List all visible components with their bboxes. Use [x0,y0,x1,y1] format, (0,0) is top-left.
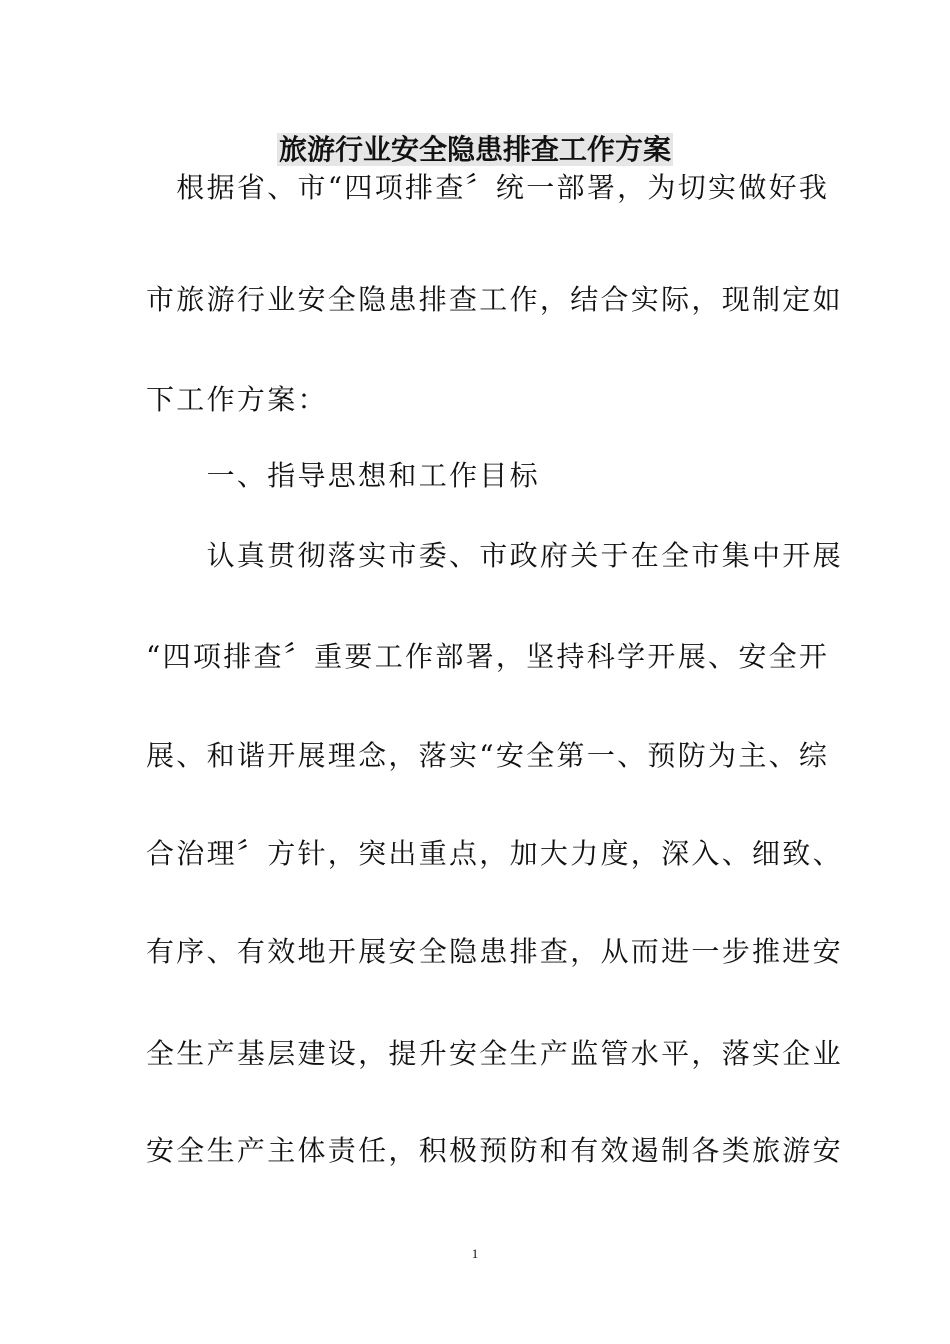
document-title [0,130,950,170]
section-heading: 一、指导思想和工作目标 [146,459,540,492]
document-title-text: 旅游行业安全隐患排查工作方案 [278,133,671,166]
paragraph-line: 合治理〞方针，突出重点，加大力度，深入、细致、 [146,837,843,870]
paragraph-line: 下工作方案： [146,383,328,416]
paragraph-line: “四项排查〞重要工作部署，坚持科学开展、安全开 [146,640,830,673]
paragraph-line: 全生产基层建设，提升安全生产监管水平，落实企业 [146,1037,843,1070]
paragraph-line: 认真贯彻落实市委、市政府关于在全市集中开展 [146,539,843,572]
paragraph-line: 有序、有效地开展安全隐患排查，从而进一步推进安 [146,935,843,968]
paragraph-line: 安全生产主体责任，积极预防和有效遏制各类旅游安 [146,1134,843,1167]
paragraph-line: 市旅游行业安全隐患排查工作，结合实际，现制定如 [146,283,843,316]
paragraph-line: 展、和谐开展理念，落实“安全第一、预防为主、综 [146,739,830,772]
paragraph-line: 根据省、市“四项排查〞统一部署，为切实做好我 [146,171,830,204]
page-number: 1 [471,1246,479,1261]
